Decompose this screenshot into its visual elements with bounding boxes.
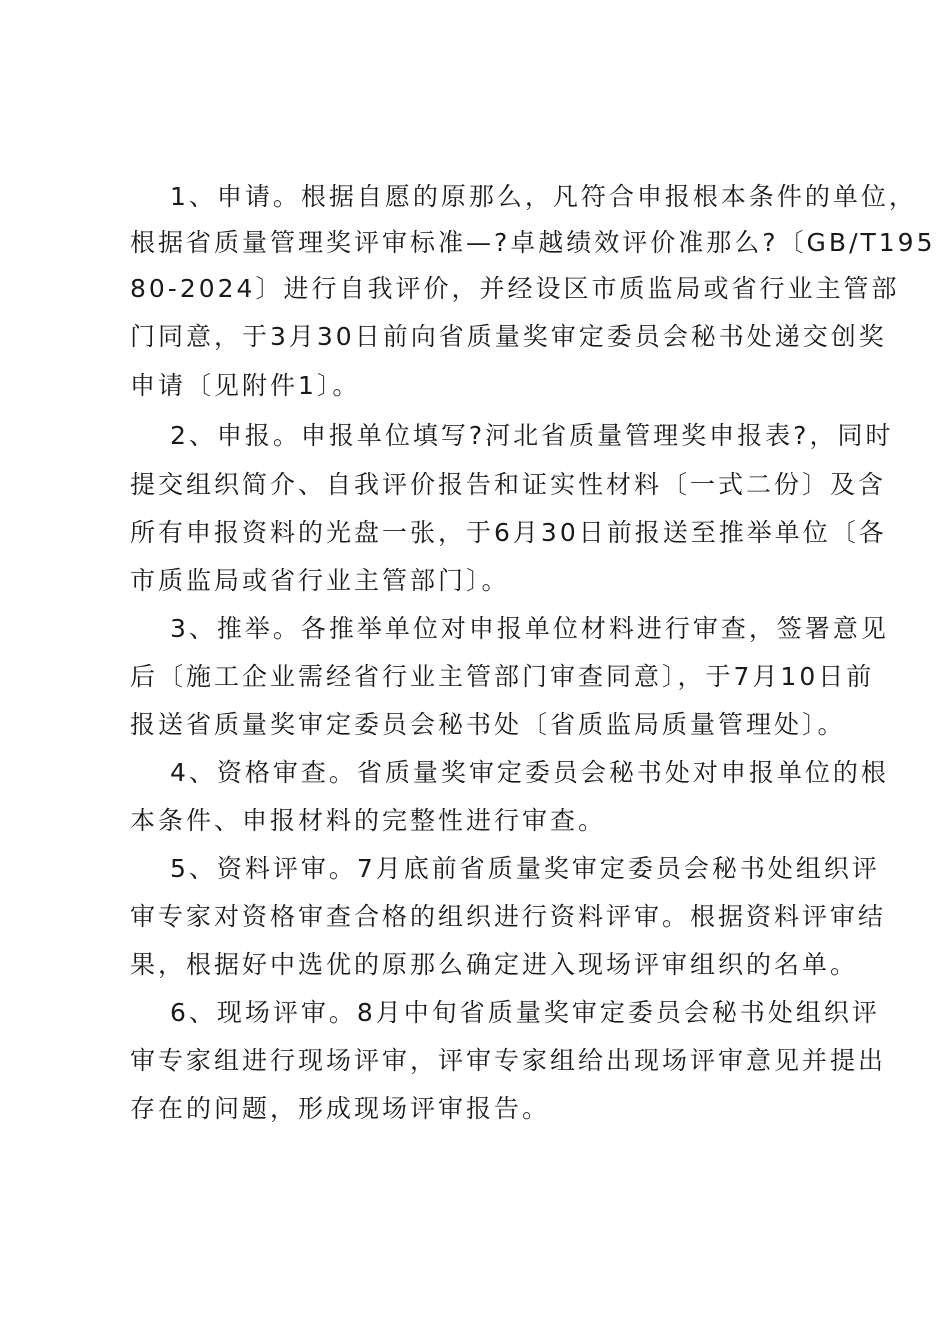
paragraph-line: 80-2024〕进行自我评价，并经设区市质监局或省行业主管部 xyxy=(130,274,900,303)
paragraph-line: 后〔施工企业需经省行业主管部门审查同意〕，于7月10日前 xyxy=(130,662,875,691)
paragraph-line: 5、资料评审。7月底前省质量奖审定委员会秘书处组织评 xyxy=(170,854,880,883)
paragraph-line: 申请〔见附件1〕。 xyxy=(130,371,361,400)
paragraph-line: 市质监局或省行业主管部门〕。 xyxy=(130,566,510,595)
paragraph-line: 本条件、申报材料的完整性进行审查。 xyxy=(130,806,607,835)
paragraph-line: 门同意，于3月30日前向省质量奖审定委员会秘书处递交创奖 xyxy=(130,322,887,351)
paragraph-line: 4、资格审查。省质量奖审定委员会秘书处对申报单位的根 xyxy=(170,758,889,787)
paragraph-line: 报送省质量奖审定委员会秘书处〔省质监局质量管理处〕。 xyxy=(130,710,846,739)
paragraph-line: 所有申报资料的光盘一张，于6月30日前报送至推举单位〔各 xyxy=(130,518,887,547)
paragraph-line: 2、申报。申报单位填写?河北省质量管理奖申报表?，同时 xyxy=(170,421,894,450)
paragraph-line: 1、申请。根据自愿的原那么，凡符合申报根本条件的单位， xyxy=(170,182,917,211)
paragraph-line: 提交组织简介、自我评价报告和证实性材料〔一式二份〕及含 xyxy=(130,470,887,499)
paragraph-line: 3、推举。各推举单位对申报单位材料进行审查，签署意见 xyxy=(170,614,889,643)
paragraph-line: 果，根据好中选优的原那么确定进入现场评审组织的名单。 xyxy=(130,950,859,979)
paragraph-line: 审专家对资格审查合格的组织进行资料评审。根据资料评审结 xyxy=(130,902,887,931)
paragraph-line: 存在的问题，形成现场评审报告。 xyxy=(130,1094,551,1123)
paragraph-line: 6、现场评审。8月中旬省质量奖审定委员会秘书处组织评 xyxy=(170,998,880,1027)
paragraph-line: 根据省质量管理奖评审标准—?卓越绩效评价准那么?〔GB/T195 xyxy=(130,228,936,257)
paragraph-line: 审专家组进行现场评审，评审专家组给出现场评审意见并提出 xyxy=(130,1046,887,1075)
